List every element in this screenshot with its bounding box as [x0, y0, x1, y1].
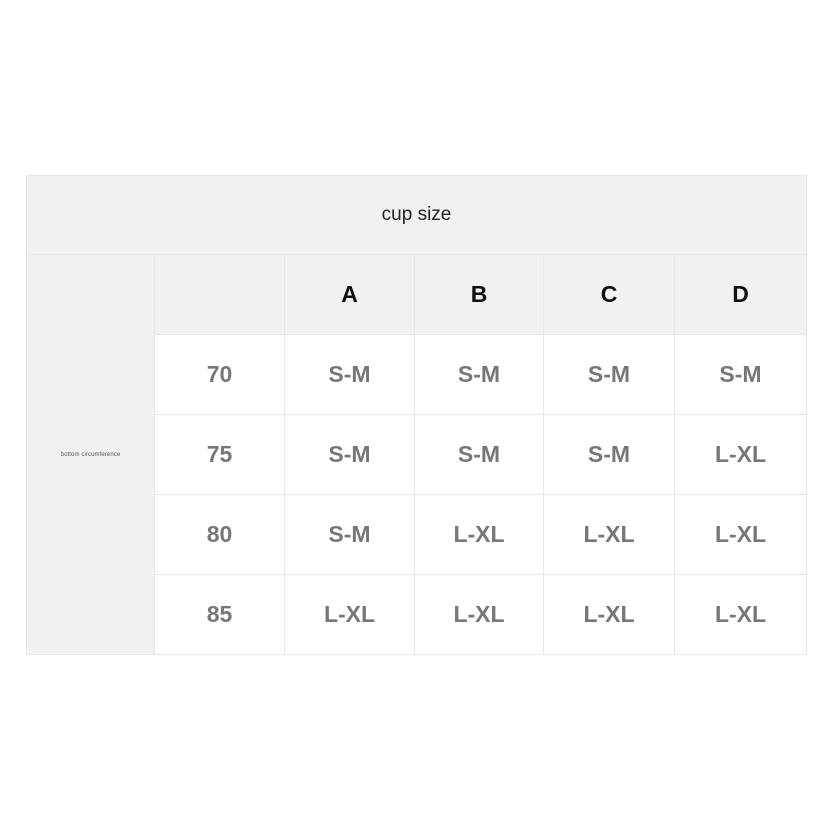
- size-cell: L-XL: [544, 575, 675, 655]
- size-cell: S-M: [415, 415, 544, 495]
- size-cell: S-M: [285, 335, 415, 415]
- cup-header-c: C: [544, 255, 675, 335]
- corner-cell: [155, 255, 285, 335]
- size-cell: S-M: [415, 335, 544, 415]
- cup-header-a: A: [285, 255, 415, 335]
- size-cell: L-XL: [415, 575, 544, 655]
- size-cell: L-XL: [675, 495, 807, 575]
- size-cell: S-M: [675, 335, 807, 415]
- size-cell: S-M: [544, 415, 675, 495]
- band-value: 85: [155, 575, 285, 655]
- size-cell: S-M: [285, 495, 415, 575]
- size-cell: L-XL: [544, 495, 675, 575]
- size-cell: S-M: [285, 415, 415, 495]
- size-cell: L-XL: [415, 495, 544, 575]
- bottom-circumference-label: bottom circumference: [27, 255, 155, 655]
- chart-title: cup size: [27, 176, 807, 255]
- size-cell: L-XL: [675, 415, 807, 495]
- size-cell: S-M: [544, 335, 675, 415]
- size-cell: L-XL: [675, 575, 807, 655]
- title-row: [27, 176, 807, 255]
- header-row: [27, 255, 807, 335]
- band-value: 70: [155, 335, 285, 415]
- band-value: 80: [155, 495, 285, 575]
- size-chart-table: [26, 175, 807, 655]
- size-cell: L-XL: [285, 575, 415, 655]
- cup-header-d: D: [675, 255, 807, 335]
- band-value: 75: [155, 415, 285, 495]
- cup-header-b: B: [415, 255, 544, 335]
